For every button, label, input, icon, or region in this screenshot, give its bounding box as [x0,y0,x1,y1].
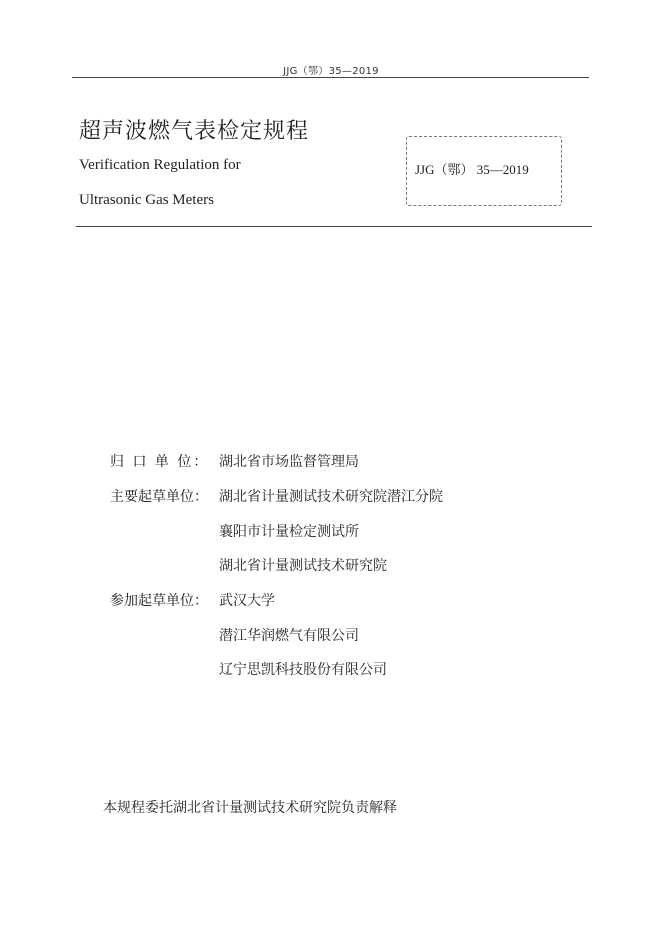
document-title-en-line1: Verification Regulation for [79,157,241,173]
main-drafting-label: 主要起草单位： [110,489,208,505]
participating-unit: 潜江华润燃气有限公司 [219,628,359,644]
responsible-unit: 湖北省市场监督管理局 [219,454,359,470]
participating-unit: 武汉大学 [219,593,275,609]
document-title-en-line2: Ultrasonic Gas Meters [79,192,214,208]
header-rule [72,77,589,78]
participating-unit: 辽宁思凯科技股份有限公司 [219,662,387,678]
document-code: JJG（鄂） 35—2019 [415,162,529,177]
running-header: JJG（鄂）35—2019 [283,66,379,77]
title-rule [76,226,592,227]
main-drafting-unit: 襄阳市计量检定测试所 [219,524,359,540]
document-title-zh: 超声波燃气表检定规程 [79,119,310,144]
main-drafting-unit: 湖北省计量测试技术研究院潜江分院 [219,489,443,505]
responsible-unit-label: 归 口 单 位： [110,454,210,470]
participating-label: 参加起草单位： [110,593,208,609]
main-drafting-unit: 湖北省计量测试技术研究院 [219,558,387,574]
interpretation-note: 本规程委托湖北省计量测试技术研究院负责解释 [103,800,397,816]
